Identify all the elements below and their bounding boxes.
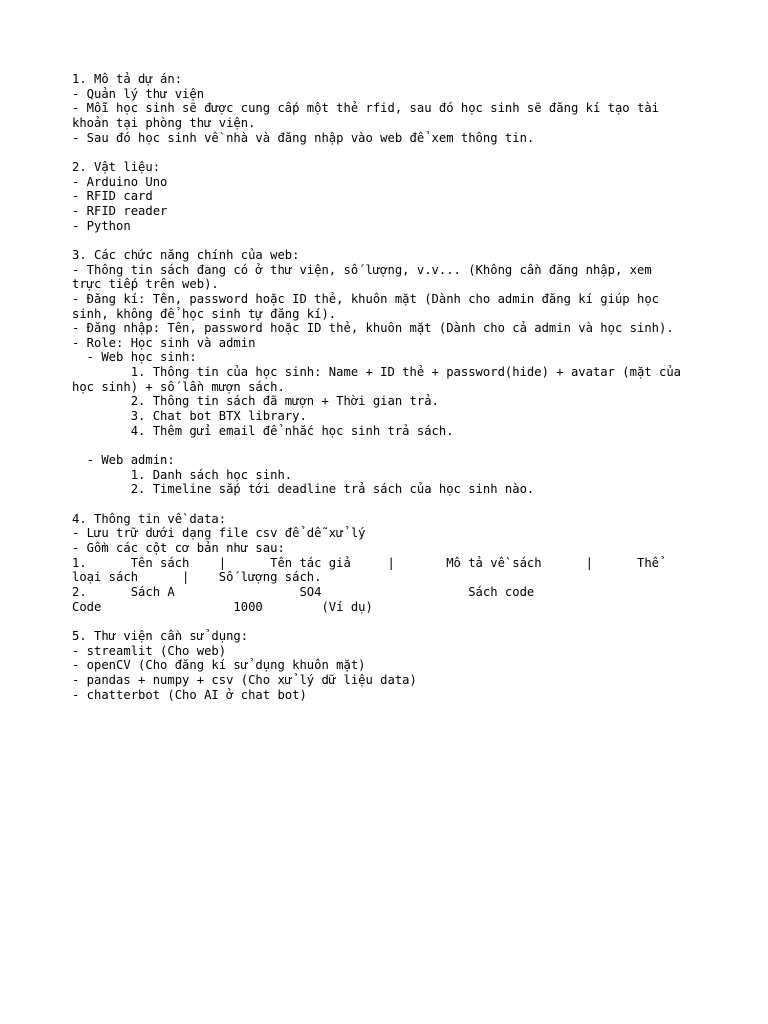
document-line: - RFID card	[72, 189, 153, 204]
document-line: - Web admin:	[72, 453, 175, 468]
document-line: 3. Chat bot BTX library.	[72, 409, 307, 424]
document-line: - RFID reader	[72, 203, 168, 218]
document-line: loại sách | Số lượng sách.	[72, 570, 322, 585]
document-line: 4. Thêm gửi email để nhắc học sinh trả sách.	[72, 423, 454, 438]
document-line: - Thông tin sách đang có ở thư viện, số lượng, v.v... (Không cần đăng nhập, xem	[72, 262, 652, 277]
document-line: - pandas + numpy + csv (Cho xử lý dữ liệu data)	[72, 672, 417, 687]
document-line: - chatterbot (Cho AI ở chat bot)	[72, 687, 307, 702]
document-line: - Lưu trữ dưới dạng file csv để dễ xử lý	[72, 526, 366, 541]
document-line: trực tiếp trên web).	[72, 277, 219, 292]
document-line: - Sau đó học sinh về nhà và đăng nhập vào web để xem thông tin.	[72, 130, 535, 145]
document-line: - Mỗi học sinh sẽ được cung cấp một thẻ rfid, sau đó học sinh sẽ đăng kí tạo tài	[72, 101, 659, 116]
document-line: 2. Sách A SO4 Sách code	[72, 584, 535, 599]
document-page	[72, 72, 732, 702]
document-line: 1. Thông tin của học sinh: Name + ID thẻ + password(hide) + avatar (mặt của	[72, 365, 682, 380]
document-line: 1. Danh sách học sinh.	[72, 467, 293, 482]
document-line: - Python	[72, 218, 131, 233]
document-line: - Quản lý thư viện	[72, 86, 205, 101]
document-line: - Đăng kí: Tên, password hoặc ID thẻ, khuôn mặt (Dành cho admin đăng kí giúp học	[72, 291, 659, 306]
document-line: sinh, không để học sinh tự đăng kí).	[72, 306, 337, 321]
document-line: học sinh) + số lần mượn sách.	[72, 379, 285, 394]
document-line: Code 1000 (Ví dụ)	[72, 599, 373, 614]
document-line: 2. Thông tin sách đã mượn + Thời gian trả.	[72, 394, 439, 409]
document-line: - Đăng nhập: Tên, password hoặc ID thẻ, khuôn mặt (Dành cho cả admin và học sinh).	[72, 321, 674, 336]
document-line: 3. Các chức năng chính của web:	[72, 247, 300, 262]
document-line: - streamlit (Cho web)	[72, 643, 227, 658]
document-line: 2. Vật liệu:	[72, 159, 161, 174]
document-line: - Gồm các cột cơ bản như sau:	[72, 541, 285, 555]
document-line: 1. Tên sách | Tên tác giả | Mô tả về sách | Thể	[72, 555, 659, 570]
document-line: - Web học sinh:	[72, 350, 197, 365]
document-line: 5. Thư viện cần sử dụng:	[72, 628, 249, 643]
document-line: 4. Thông tin về data:	[72, 511, 227, 526]
document-line: 1. Mô tả dự án:	[72, 72, 183, 86]
document-line: 2. Timeline sắp tới deadline trả sách của học sinh nào.	[72, 482, 535, 497]
document-text	[72, 72, 732, 702]
document-line: - Role: Học sinh và admin	[72, 335, 256, 350]
document-line: khoản tại phòng thư viện.	[72, 115, 256, 130]
document-line: - openCV (Cho đăng kí sử dụng khuôn mặt)	[72, 658, 366, 673]
document-line: - Arduino Uno	[72, 174, 168, 189]
